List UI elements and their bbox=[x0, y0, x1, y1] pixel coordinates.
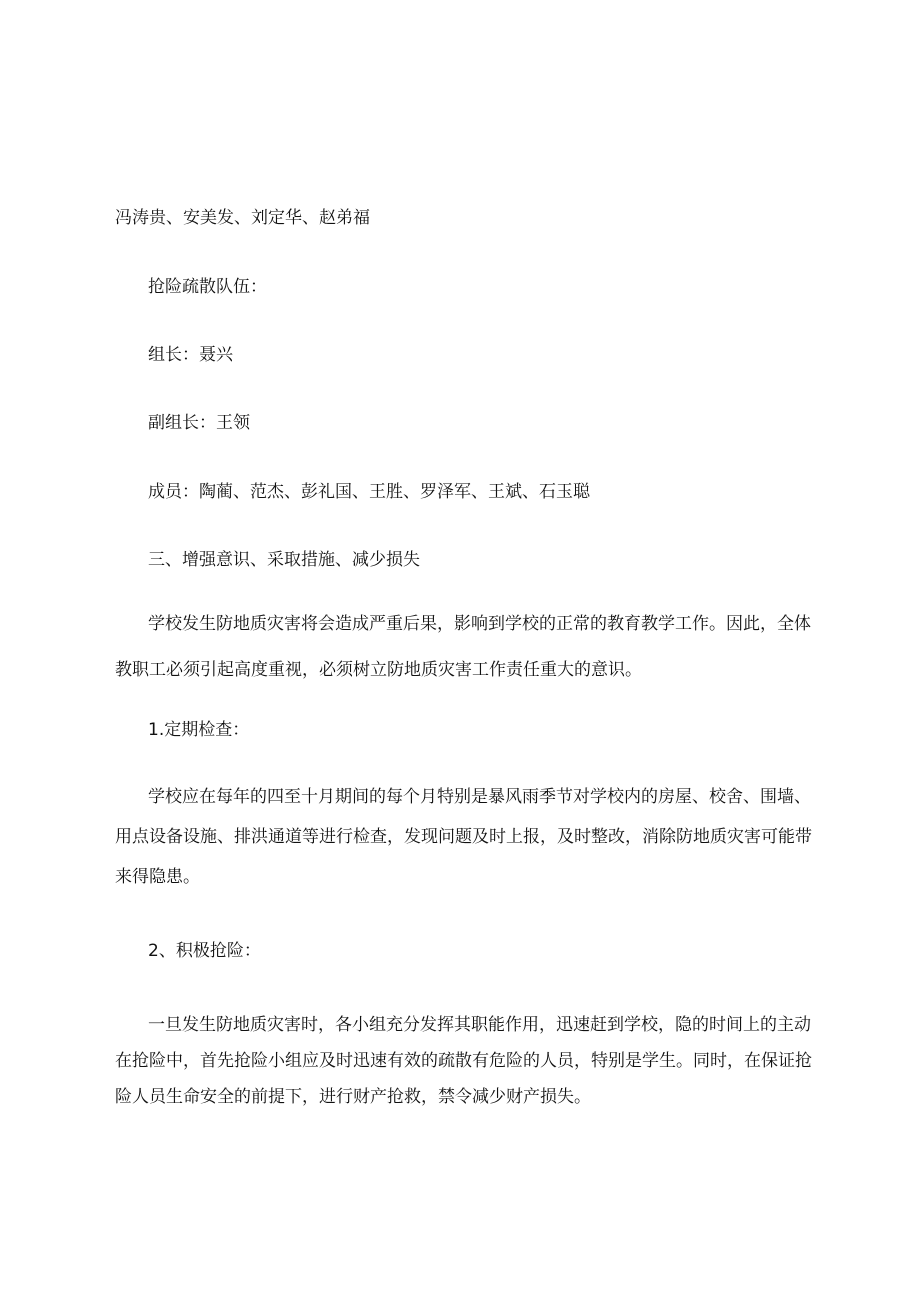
paragraph-line: 教职工必须引起高度重视，必须树立防地质灾害工作责任重大的意识。 bbox=[115, 660, 642, 680]
paragraph-line: 学校应在每年的四至十月期间的每个月特别是暴风雨季节对学校内的房屋、校舍、围墙、 bbox=[148, 787, 811, 807]
paragraph-line: 一旦发生防地质灾害时，各小组充分发挥其职能作用，迅速赶到学校，隐的时间上的主动 bbox=[148, 1015, 811, 1035]
paragraph-line: 用点设备设施、排洪通道等进行检查，发现问题及时上报，及时整改，消除防地质灾害可能带 bbox=[115, 827, 812, 847]
paragraph-line: 来得隐患。 bbox=[115, 867, 200, 887]
evac-team-heading: 抢险疏散队伍： bbox=[148, 277, 267, 297]
paragraph-line: 在抢险中，首先抢险小组应及时迅速有效的疏散有危险的人员，特别是学生。同时，在保证抢 bbox=[115, 1051, 812, 1071]
paragraph-line: 险人员生命安全的前提下，进行财产抢救，禁令减少财产损失。 bbox=[115, 1087, 591, 1107]
paragraph-line: 学校发生防地质灾害将会造成严重后果，影响到学校的正常的教育教学工作。因此，全体 bbox=[148, 614, 811, 634]
leader-line: 组长：聂兴 bbox=[148, 345, 233, 365]
deputy-leader-line: 副组长：王领 bbox=[148, 413, 250, 433]
section-heading: 三、增强意识、采取措施、减少损失 bbox=[148, 550, 420, 570]
members-line: 冯涛贵、安美发、刘定华、赵弟福 bbox=[115, 208, 370, 228]
item-heading: 1.定期检查： bbox=[148, 720, 250, 740]
members-list-line: 成员：陶蔺、范杰、彭礼国、王胜、罗泽军、王斌、石玉聪 bbox=[148, 482, 590, 502]
item-heading: 2、积极抢险： bbox=[148, 941, 261, 961]
